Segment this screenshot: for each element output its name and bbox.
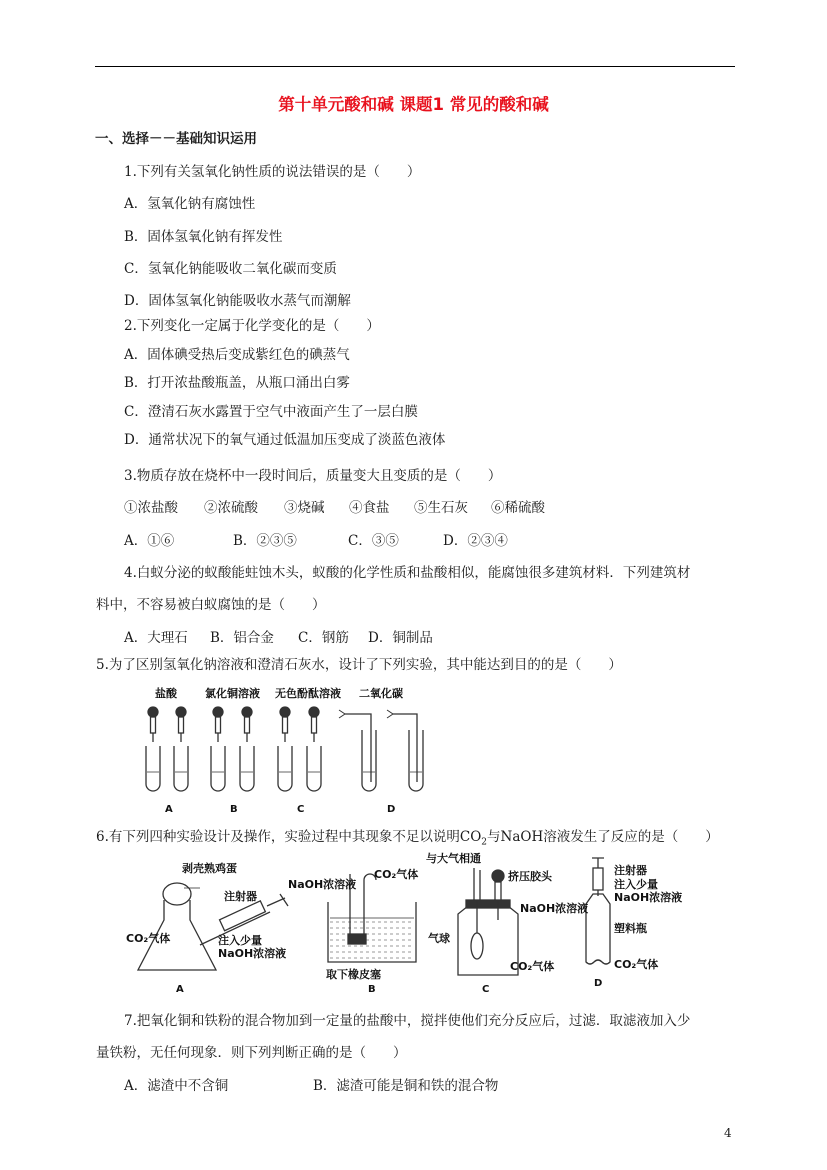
q6-a-inject1-label: 注入少量 (218, 934, 262, 947)
q5-label-hcl: 盐酸 (155, 687, 177, 700)
q4-option-c: C．钢筋 (298, 630, 349, 646)
q5-dropper-b1 (213, 707, 223, 742)
page-number: 4 (724, 1126, 732, 1140)
q6-c-squeeze-label: 挤压胶头 (508, 870, 552, 883)
q1-option-d: D．固体氢氧化钠能吸收水蒸气而潮解 (124, 293, 351, 309)
q6-letter-c: C (482, 984, 490, 995)
q7-stem-line1: 7.把氧化铜和铁粉的混合物加到一定量的盐酸中，搅拌使他们充分反应后，过滤．取滤液加入少 (124, 1013, 691, 1029)
q6-b-sol-label: NaOH浓溶液 (288, 878, 357, 891)
q3-item-2: ②浓硫酸 (204, 500, 258, 516)
q5-letter-c: C (297, 804, 305, 815)
q7-option-b: B．滤渣可能是铜和铁的混合物 (313, 1078, 499, 1094)
q5-tube-a1 (146, 746, 160, 791)
q6-d-syringe-label: 注射器 (614, 864, 647, 877)
q5-dropper-c1 (280, 707, 290, 742)
q3-option-a: A．①⑥ (124, 533, 175, 549)
q7-option-a: A．滤渣中不含铜 (124, 1078, 229, 1094)
q6-figure (120, 850, 700, 998)
q2-option-a: A．固体碘受热后变成紫红色的碘蒸气 (124, 347, 350, 363)
q2-stem: 2.下列变化一定属于化学变化的是（ ） (124, 318, 380, 334)
q6-a-inject2-label: NaOH浓溶液 (218, 947, 287, 960)
q6-stem-pre: 6.有下列四种实验设计及操作，实验过程中其现象不足以说明 (96, 829, 460, 845)
q7-stem-line2: 量铁粉，无任何现象．则下列判断正确的是（ ） (96, 1045, 407, 1061)
q6-a-flask (138, 883, 216, 970)
q2-option-c: C．澄清石灰水露置于空气中液面产生了一层白膜 (124, 404, 418, 420)
q6-a-gas-label: CO₂气体 (126, 932, 171, 945)
q6-d-gas-label: CO₂气体 (614, 958, 659, 971)
q5-figure (135, 684, 435, 816)
q6-naoh: NaOH (500, 829, 544, 845)
q3-option-c: C．③⑤ (348, 533, 399, 549)
q6-c-gas-label: CO₂气体 (510, 960, 555, 973)
q5-tube-a2 (174, 746, 188, 791)
q6-c-bottle (458, 868, 518, 975)
q3-option-d: D．②③④ (443, 533, 508, 549)
q3-item-6: ⑥稀硫酸 (491, 500, 545, 516)
q6-letter-d: D (594, 978, 603, 989)
q3-option-b: B．②③⑤ (233, 533, 297, 549)
q5-label-co2: 二氧化碳 (359, 687, 403, 700)
q5-tube-d1 (362, 730, 376, 791)
q6-d-inject1-label: 注入少量 (614, 878, 658, 891)
q1-option-b: B．固体氢氧化钠有挥发性 (124, 229, 283, 245)
q5-tube-d2 (409, 730, 423, 791)
q6-stem-mid: 与 (487, 829, 501, 845)
q6-c-sol-label: NaOH浓溶液 (520, 902, 589, 915)
q5-tube-c1 (278, 746, 292, 791)
q6-b-stopper-label: 取下橡皮塞 (326, 968, 381, 981)
q5-label-cucl2: 氯化铜溶液 (205, 687, 260, 700)
q3-stem: 3.物质存放在烧杯中一段时间后，质量变大且变质的是（ ） (124, 468, 502, 484)
q5-dropper-a1 (148, 707, 158, 742)
q5-label-phenolphthalein: 无色酚酞溶液 (275, 687, 341, 700)
q3-item-5: ⑤生石灰 (414, 500, 468, 516)
q1-option-c: C．氢氧化钠能吸收二氧化碳而变质 (124, 261, 337, 277)
q2-option-d: D．通常状况下的氧气通过低温加压变成了淡蓝色液体 (124, 432, 446, 448)
q6-letter-a: A (176, 984, 184, 995)
q2-option-b: B．打开浓盐酸瓶盖，从瓶口涌出白雾 (124, 375, 350, 391)
q5-dropper-c2 (309, 707, 319, 742)
q5-tube-b2 (240, 746, 254, 791)
q5-dropper-b2 (242, 707, 252, 742)
q4-stem-line1: 4.白蚁分泌的蚁酸能蛀蚀木头，蚁酸的化学性质和盐酸相似，能腐蚀很多建筑材料．下列建筑材 (124, 565, 691, 581)
q6-stem (96, 828, 719, 852)
q5-tube-c2 (307, 746, 321, 791)
q5-letter-b: B (230, 804, 238, 815)
q6-letter-b: B (368, 984, 376, 995)
q3-item-3: ③烧碱 (284, 500, 325, 516)
q3-item-1: ①浓盐酸 (124, 500, 178, 516)
q5-dropper-a2 (176, 707, 186, 742)
header-rule (95, 66, 735, 67)
page-title: 第十单元酸和碱 课题1 常见的酸和碱 (278, 95, 549, 114)
q4-option-a: A．大理石 (124, 630, 188, 646)
q6-b-gas-label: CO₂气体 (374, 868, 419, 881)
q6-c-air-label: 与大气相通 (426, 852, 481, 865)
q4-stem-line2: 料中，不容易被白蚁腐蚀的是（ ） (96, 597, 326, 613)
q6-a-syringe-label: 注射器 (224, 890, 257, 903)
q5-letter-d: D (387, 804, 396, 815)
q6-c-balloon-label: 气球 (428, 932, 450, 945)
q3-item-4: ④食盐 (349, 500, 390, 516)
q6-stem-post: 溶液发生了反应的是（ ） (543, 829, 719, 845)
q6-d-inject2-label: NaOH浓溶液 (614, 891, 683, 904)
q6-d-bottle (586, 858, 610, 964)
q6-co2-sub: 2 (481, 837, 488, 848)
q4-option-d: D．铜制品 (368, 630, 433, 646)
q5-letter-a: A (165, 804, 173, 815)
section-heading: 一、选择－－基础知识运用 (95, 131, 257, 147)
q6-d-bottle-label: 塑料瓶 (614, 922, 647, 935)
q1-option-a: A．氢氧化钠有腐蚀性 (124, 196, 256, 212)
q5-stem: 5.为了区别氢氧化钠溶液和澄清石灰水，设计了下列实验，其中能达到目的的是（ ） (96, 657, 622, 673)
q4-option-b: B．铝合金 (210, 630, 274, 646)
q6-co2: CO (459, 829, 482, 845)
q1-stem: 1.下列有关氢氧化钠性质的说法错误的是（ ） (124, 164, 421, 180)
q5-tube-b1 (211, 746, 225, 791)
q6-a-egg-label: 剥壳熟鸡蛋 (182, 862, 237, 875)
